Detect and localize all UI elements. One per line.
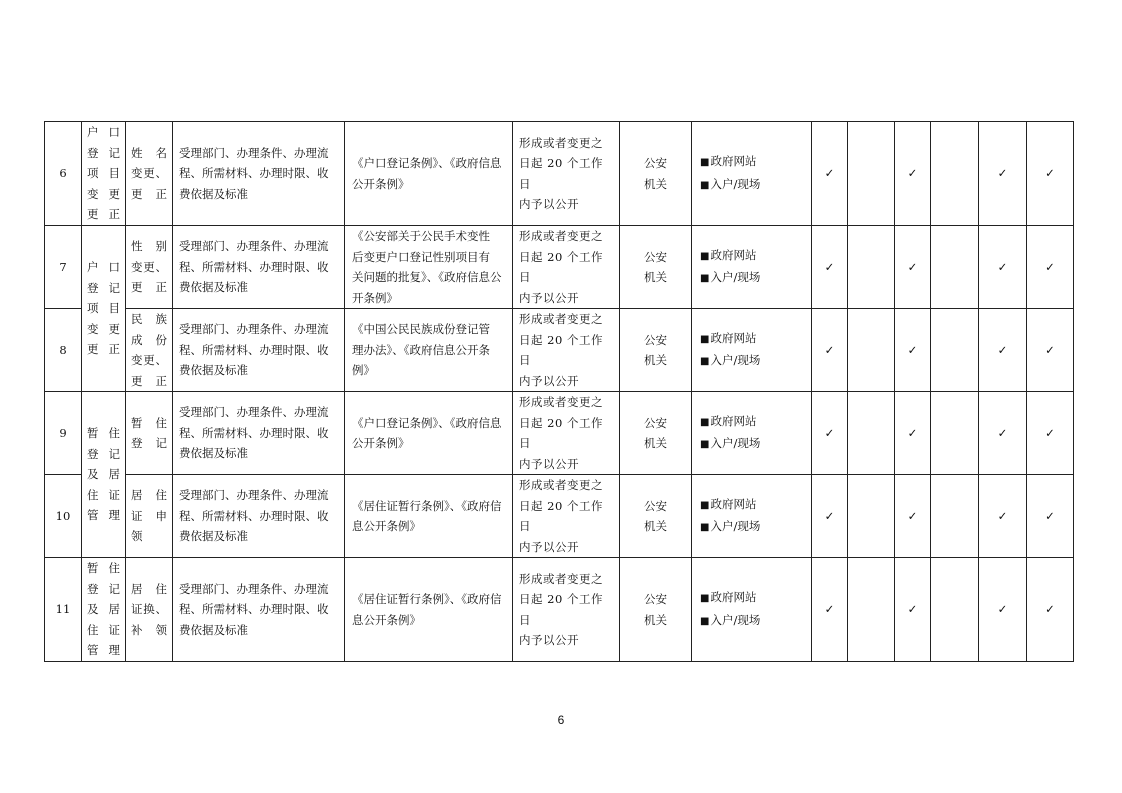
check-icon: ✓ bbox=[1027, 309, 1074, 392]
disclosure-content-line: 受理部门、办理条件、办理流 bbox=[179, 322, 329, 337]
square-bullet-icon: ■ bbox=[700, 522, 710, 533]
item-name-line: 登记 bbox=[87, 145, 120, 160]
disclosure-basis-line: 息公开条例》 bbox=[352, 519, 421, 533]
channel-label: 入户/现场 bbox=[710, 612, 761, 627]
channel-item bbox=[700, 610, 803, 633]
check-icon: ✓ bbox=[979, 558, 1027, 662]
channel-label: 入户/现场 bbox=[710, 519, 761, 533]
sub-item-line: 变更、 bbox=[131, 166, 167, 181]
disclosure-subject bbox=[620, 392, 692, 475]
disclosure-content-line: 受理部门、办理条件、办理流 bbox=[179, 581, 329, 596]
item-name-line: 登记 bbox=[87, 581, 120, 596]
square-bullet-icon: ■ bbox=[700, 273, 710, 284]
disclosure-content-line: 费依据及标准 bbox=[179, 186, 248, 201]
disclosure-time-line: 日起 20 个工作日 bbox=[519, 249, 603, 284]
sub-item-line: 成份 bbox=[131, 332, 167, 347]
channel-item bbox=[700, 174, 803, 197]
square-bullet-icon: ■ bbox=[700, 416, 710, 428]
row-number: 8 bbox=[45, 309, 82, 392]
square-bullet-icon: ■ bbox=[700, 593, 710, 604]
disclosure-time-line: 内予以公开 bbox=[519, 373, 579, 388]
disclosure-content bbox=[173, 309, 345, 392]
disclosure-basis-line: 后变更户口登记性别项目有 bbox=[352, 249, 490, 264]
channel-item bbox=[700, 267, 803, 290]
disclosure-content-line: 受理部门、办理条件、办理流 bbox=[179, 405, 329, 420]
item-name-line: 住证 bbox=[87, 622, 120, 637]
disclosure-time-line: 内予以公开 bbox=[519, 633, 579, 647]
disclosure-channels bbox=[692, 558, 812, 662]
item-name-line: 户口 bbox=[87, 125, 120, 140]
channel-item bbox=[700, 411, 803, 434]
disclosure-content-line: 费依据及标准 bbox=[179, 622, 248, 637]
disclosure-content-line: 费依据及标准 bbox=[179, 363, 248, 378]
item-name-merged-line: 变更 bbox=[87, 321, 120, 336]
sub-item bbox=[126, 122, 173, 226]
disclosure-content-line: 费依据及标准 bbox=[179, 280, 248, 295]
disclosure-subject-line: 公安 bbox=[644, 415, 667, 430]
disclosure-time bbox=[513, 558, 620, 662]
check-icon: ✓ bbox=[1027, 226, 1074, 309]
disclosure-basis-line: 《户口登记条例》、《政府信息 bbox=[352, 156, 502, 170]
channel-label: 政府网站 bbox=[710, 413, 757, 428]
channel-label: 入户/现场 bbox=[710, 353, 761, 367]
empty-check-cell bbox=[931, 475, 979, 558]
disclosure-content-line: 受理部门、办理条件、办理流 bbox=[179, 239, 329, 254]
sub-item-line: 证申 bbox=[131, 508, 167, 523]
table-row bbox=[45, 309, 1074, 392]
empty-check-cell bbox=[931, 392, 979, 475]
check-icon: ✓ bbox=[812, 392, 848, 475]
row-number: 7 bbox=[45, 226, 82, 309]
check-icon: ✓ bbox=[1027, 475, 1074, 558]
disclosure-subject-line: 公安 bbox=[644, 156, 667, 170]
disclosure-subject bbox=[620, 226, 692, 309]
sub-item bbox=[126, 226, 173, 309]
check-icon: ✓ bbox=[895, 392, 931, 475]
disclosure-time-line: 日起 20 个工作日 bbox=[519, 332, 603, 367]
check-icon: ✓ bbox=[979, 226, 1027, 309]
disclosure-time-line: 形成或者变更之 bbox=[519, 229, 603, 243]
sub-item bbox=[126, 309, 173, 392]
check-icon: ✓ bbox=[1027, 392, 1074, 475]
check-icon: ✓ bbox=[812, 122, 848, 226]
disclosure-basis-line: 开条例》 bbox=[352, 290, 398, 305]
disclosure-subject bbox=[620, 475, 692, 558]
square-bullet-icon: ■ bbox=[700, 333, 710, 345]
disclosure-subject-line: 机关 bbox=[644, 612, 667, 627]
disclosure-subject-line: 机关 bbox=[644, 176, 667, 191]
channel-item bbox=[700, 587, 803, 610]
disclosure-subject-line: 公安 bbox=[644, 592, 667, 606]
sub-item-line: 更正 bbox=[131, 373, 167, 388]
check-icon: ✓ bbox=[812, 309, 848, 392]
sub-item-line: 证换、 bbox=[131, 602, 167, 617]
table-row bbox=[45, 122, 1074, 226]
square-bullet-icon: ■ bbox=[700, 356, 710, 367]
item-name-line: 暂住 bbox=[87, 561, 120, 576]
disclosure-content bbox=[173, 558, 345, 662]
disclosure-content-line: 程、所需材料、办理时限、收 bbox=[179, 602, 329, 617]
disclosure-channels bbox=[692, 392, 812, 475]
check-icon: ✓ bbox=[895, 558, 931, 662]
page-number: 6 bbox=[557, 713, 565, 727]
channel-item bbox=[700, 350, 803, 373]
item-name-merged-line: 暂住 bbox=[87, 426, 120, 441]
empty-check-cell bbox=[848, 475, 895, 558]
disclosure-basis bbox=[345, 122, 513, 226]
sub-item-line: 居住 bbox=[131, 488, 167, 503]
channel-label: 政府网站 bbox=[710, 330, 757, 345]
item-name-merged bbox=[82, 392, 126, 558]
check-icon: ✓ bbox=[979, 475, 1027, 558]
check-icon: ✓ bbox=[895, 475, 931, 558]
item-name-line: 更正 bbox=[87, 207, 120, 222]
disclosure-time bbox=[513, 392, 620, 475]
empty-check-cell bbox=[848, 226, 895, 309]
channel-label: 政府网站 bbox=[710, 154, 757, 168]
disclosure-channels bbox=[692, 475, 812, 558]
sub-item-line: 领 bbox=[131, 529, 143, 544]
disclosure-subject-line: 机关 bbox=[644, 519, 667, 533]
table-row bbox=[45, 226, 1074, 309]
table-row bbox=[45, 558, 1074, 662]
item-name-merged-line: 户口 bbox=[87, 260, 120, 275]
square-bullet-icon: ■ bbox=[700, 157, 710, 168]
disclosure-time-line: 日起 20 个工作日 bbox=[519, 415, 603, 450]
disclosure-content-line: 费依据及标准 bbox=[179, 529, 248, 544]
check-icon: ✓ bbox=[1027, 122, 1074, 226]
disclosure-basis-line: 理办法》、《政府信息公开条 bbox=[352, 342, 490, 357]
channel-label: 入户/现场 bbox=[710, 436, 761, 450]
channel-label: 政府网站 bbox=[710, 247, 757, 262]
check-icon: ✓ bbox=[812, 558, 848, 662]
check-icon: ✓ bbox=[812, 475, 848, 558]
disclosure-content-line: 费依据及标准 bbox=[179, 446, 248, 461]
sub-item bbox=[126, 558, 173, 662]
empty-check-cell bbox=[848, 309, 895, 392]
item-name-line: 及居 bbox=[87, 602, 120, 617]
empty-check-cell bbox=[931, 122, 979, 226]
disclosure-basis-line: 《居住证暂行条例》、《政府信 bbox=[352, 592, 502, 606]
channel-item bbox=[700, 328, 803, 351]
sub-item-line: 变更、 bbox=[131, 353, 167, 367]
sub-item-line: 姓名 bbox=[131, 145, 167, 160]
item-name-line: 管理 bbox=[87, 643, 120, 658]
disclosure-content-line: 程、所需材料、办理时限、收 bbox=[179, 425, 329, 440]
disclosure-time-line: 日起 20 个工作日 bbox=[519, 592, 603, 627]
check-icon: ✓ bbox=[895, 122, 931, 226]
disclosure-content-line: 程、所需材料、办理时限、收 bbox=[179, 342, 329, 357]
item-name-merged-line: 项目 bbox=[87, 301, 120, 316]
check-icon: ✓ bbox=[812, 226, 848, 309]
disclosure-subject-line: 公安 bbox=[644, 332, 667, 347]
disclosure-time-line: 内予以公开 bbox=[519, 197, 579, 211]
square-bullet-icon: ■ bbox=[700, 179, 710, 191]
disclosure-time-line: 日起 20 个工作日 bbox=[519, 156, 603, 191]
disclosure-basis bbox=[345, 475, 513, 558]
check-icon: ✓ bbox=[979, 309, 1027, 392]
channel-item bbox=[700, 151, 803, 174]
disclosure-time-line: 日起 20 个工作日 bbox=[519, 498, 603, 533]
item-name bbox=[82, 122, 126, 226]
disclosure-channels bbox=[692, 226, 812, 309]
disclosure-time-line: 形成或者变更之 bbox=[519, 135, 603, 150]
disclosure-time bbox=[513, 122, 620, 226]
channel-item bbox=[700, 516, 803, 539]
channel-item bbox=[700, 494, 803, 517]
disclosure-subject bbox=[620, 122, 692, 226]
disclosure-subject bbox=[620, 309, 692, 392]
disclosure-subject-line: 机关 bbox=[644, 436, 667, 450]
sub-item-line: 暂住 bbox=[131, 415, 167, 430]
disclosure-basis-line: 《公安部关于公民手术变性 bbox=[352, 229, 490, 243]
square-bullet-icon: ■ bbox=[700, 250, 710, 262]
channel-label: 入户/现场 bbox=[710, 270, 761, 284]
disclosure-content-line: 程、所需材料、办理时限、收 bbox=[179, 166, 329, 181]
square-bullet-icon: ■ bbox=[700, 439, 710, 450]
item-name-line: 变更 bbox=[87, 186, 120, 201]
table-row bbox=[45, 475, 1074, 558]
square-bullet-icon: ■ bbox=[700, 615, 710, 627]
disclosure-time bbox=[513, 309, 620, 392]
empty-check-cell bbox=[931, 226, 979, 309]
disclosure-time-line: 内予以公开 bbox=[519, 290, 579, 305]
item-name-merged-line: 更正 bbox=[87, 342, 120, 357]
table-row bbox=[45, 392, 1074, 475]
disclosure-basis bbox=[345, 226, 513, 309]
disclosure-subject-line: 机关 bbox=[644, 353, 667, 367]
disclosure-basis bbox=[345, 558, 513, 662]
row-number: 9 bbox=[45, 392, 82, 475]
disclosure-time-line: 形成或者变更之 bbox=[519, 395, 603, 409]
channel-label: 政府网站 bbox=[710, 590, 757, 604]
disclosure-channels bbox=[692, 122, 812, 226]
item-name-line: 项目 bbox=[87, 166, 120, 181]
disclosure-content bbox=[173, 122, 345, 226]
disclosure-basis bbox=[345, 392, 513, 475]
empty-check-cell bbox=[931, 558, 979, 662]
disclosure-content-line: 程、所需材料、办理时限、收 bbox=[179, 508, 329, 523]
sub-item bbox=[126, 392, 173, 475]
disclosure-time bbox=[513, 226, 620, 309]
sub-item bbox=[126, 475, 173, 558]
disclosure-basis bbox=[345, 309, 513, 392]
disclosure-basis-line: 《户口登记条例》、《政府信息 bbox=[352, 415, 502, 430]
check-icon: ✓ bbox=[895, 309, 931, 392]
sub-item-line: 更正 bbox=[131, 186, 167, 201]
item-name-merged-line: 登记 bbox=[87, 280, 120, 295]
item-name-merged bbox=[82, 226, 126, 392]
check-icon: ✓ bbox=[895, 226, 931, 309]
disclosure-content-line: 程、所需材料、办理时限、收 bbox=[179, 259, 329, 274]
disclosure-channels bbox=[692, 309, 812, 392]
disclosure-time bbox=[513, 475, 620, 558]
sub-item-line: 居住 bbox=[131, 581, 167, 596]
empty-check-cell bbox=[848, 122, 895, 226]
square-bullet-icon: ■ bbox=[700, 499, 710, 511]
check-icon: ✓ bbox=[979, 122, 1027, 226]
disclosure-table bbox=[44, 121, 1074, 662]
sub-item-line: 民族 bbox=[131, 312, 167, 326]
disclosure-basis-line: 息公开条例》 bbox=[352, 612, 421, 627]
item-name-merged-line: 及居 bbox=[87, 467, 120, 482]
disclosure-subject-line: 公安 bbox=[644, 498, 667, 513]
sub-item-line: 补领 bbox=[131, 622, 167, 637]
disclosure-time-line: 形成或者变更之 bbox=[519, 312, 603, 326]
disclosure-subject bbox=[620, 558, 692, 662]
disclosure-content bbox=[173, 392, 345, 475]
disclosure-time-line: 内予以公开 bbox=[519, 456, 579, 471]
disclosure-basis-line: 公开条例》 bbox=[352, 176, 410, 191]
channel-item bbox=[700, 433, 803, 456]
row-number: 6 bbox=[45, 122, 82, 226]
item-name-merged-line: 管理 bbox=[87, 508, 120, 523]
disclosure-content-line: 受理部门、办理条件、办理流 bbox=[179, 488, 329, 503]
empty-check-cell bbox=[848, 558, 895, 662]
item-name-merged-line: 登记 bbox=[87, 446, 120, 461]
channel-item bbox=[700, 245, 803, 268]
check-icon: ✓ bbox=[1027, 558, 1074, 662]
sub-item-line: 更正 bbox=[131, 280, 167, 295]
disclosure-content bbox=[173, 475, 345, 558]
channel-label: 政府网站 bbox=[710, 496, 757, 511]
row-number: 11 bbox=[45, 558, 82, 662]
sub-item-line: 登记 bbox=[131, 436, 167, 450]
disclosure-basis-line: 公开条例》 bbox=[352, 436, 410, 450]
item-name bbox=[82, 558, 126, 662]
disclosure-time-line: 形成或者变更之 bbox=[519, 571, 603, 586]
check-icon: ✓ bbox=[979, 392, 1027, 475]
disclosure-basis-line: 例》 bbox=[352, 363, 375, 378]
item-name-merged-line: 住证 bbox=[87, 487, 120, 502]
disclosure-time-line: 内予以公开 bbox=[519, 539, 579, 554]
disclosure-content bbox=[173, 226, 345, 309]
disclosure-content-line: 受理部门、办理条件、办理流 bbox=[179, 145, 329, 160]
row-number: 10 bbox=[45, 475, 82, 558]
channel-label: 入户/现场 bbox=[710, 176, 761, 191]
disclosure-subject-line: 机关 bbox=[644, 270, 667, 284]
sub-item-line: 性别 bbox=[131, 239, 167, 254]
disclosure-basis-line: 《中国公民民族成份登记管 bbox=[352, 322, 490, 337]
disclosure-time-line: 形成或者变更之 bbox=[519, 478, 603, 492]
disclosure-basis-line: 关问题的批复》、《政府信息公 bbox=[352, 270, 502, 284]
disclosure-subject-line: 公安 bbox=[644, 249, 667, 264]
empty-check-cell bbox=[931, 309, 979, 392]
sub-item-line: 变更、 bbox=[131, 259, 167, 274]
empty-check-cell bbox=[848, 392, 895, 475]
disclosure-basis-line: 《居住证暂行条例》、《政府信 bbox=[352, 498, 502, 513]
